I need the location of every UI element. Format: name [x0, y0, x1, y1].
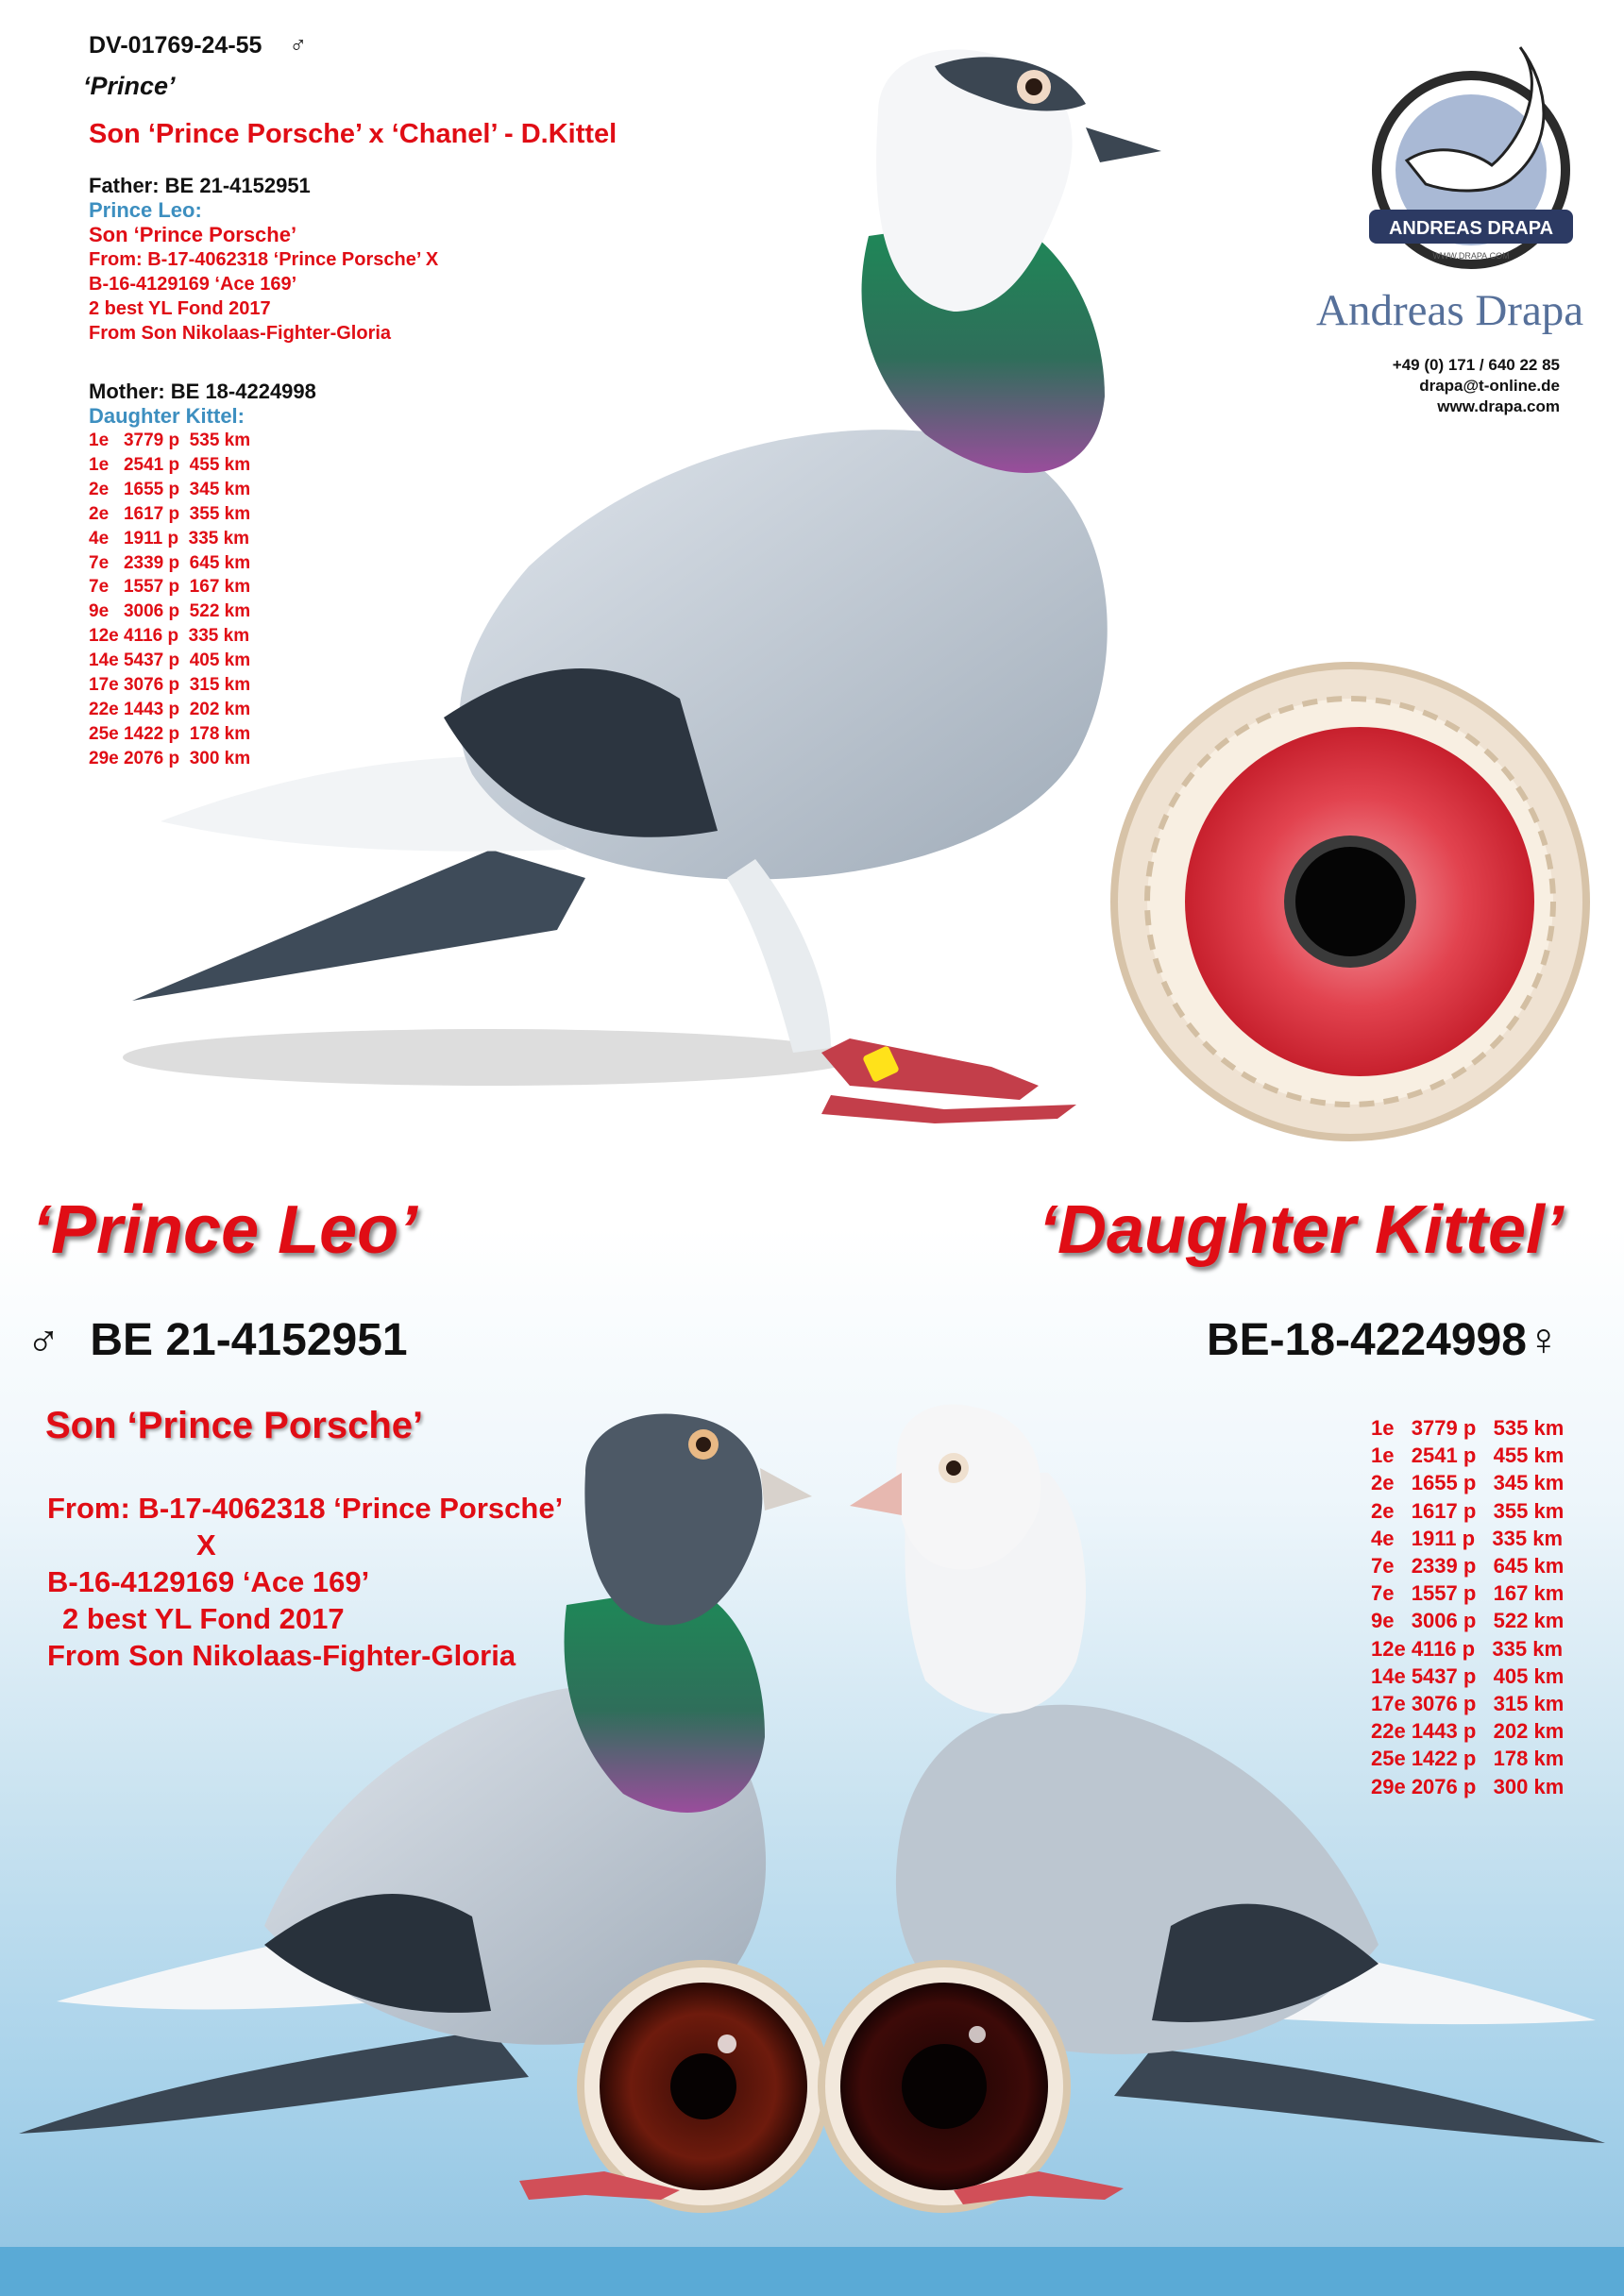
- sire-line: From: B-17-4062318 ‘Prince Porsche’: [47, 1492, 564, 1525]
- mother-results: 1e 3779 p 535 km 1e 2541 p 455 km 2e 1655 p 345 km 2e 1617 p 355 km 4e 1911 p 335 km 7e 2339 p 645 km 7e 1557 p 167 km 9e 3006 p 522 km 12e 4116 p 335 km 14e 5437 p 405 km 17e 3076 p 315 km 22e 1443 p 202 km 25e 1422 p 178 km 29e 2076 p 300 km: [89, 430, 251, 768]
- father-name: Prince Leo:: [89, 198, 202, 222]
- sire-son-of: Son ‘Prince Porsche’: [45, 1405, 424, 1446]
- sire-line: From Son Nikolaas-Fighter-Gloria: [47, 1639, 516, 1672]
- mother-name: Daughter Kittel:: [89, 404, 245, 428]
- mother-block: [89, 380, 316, 771]
- male-symbol-icon: ♂: [26, 1315, 60, 1365]
- contact-phone: +49 (0) 171 / 640 22 85: [1392, 356, 1560, 374]
- father-line: 2 best YL Fond 2017: [89, 298, 271, 319]
- male-symbol-icon: ♂: [289, 32, 308, 59]
- brand-name: Andreas Drapa: [1316, 286, 1584, 335]
- sire-line: 2 best YL Fond 2017: [62, 1602, 345, 1635]
- father-line: B-16-4129169 ‘Ace 169’: [89, 274, 297, 295]
- header-ring: [89, 32, 307, 59]
- andreas-drapa-logo: [1369, 47, 1573, 264]
- bottom-feet: [519, 2171, 1124, 2204]
- logo-text: ANDREAS DRAPA: [1388, 218, 1554, 239]
- top-eye-closeup: [1105, 656, 1596, 1147]
- header-ring-text: DV-01769-24-55: [89, 32, 262, 59]
- sire-pedigree: [47, 1490, 563, 1674]
- sire-ring: [26, 1314, 408, 1366]
- dam-ring-text: BE-18-4224998: [1207, 1315, 1527, 1365]
- dam-results: 1e 3779 p 535 km 1e 2541 p 455 km 2e 1655 p 345 km 2e 1617 p 355 km 4e 1911 p 335 km 7e 2339 p 645 km 7e 1557 p 167 km 9e 3006 p 522 km 12e 4116 p 335 km 14e 5437 p 405 km 17e 3076 p 315 km 22e 1443 p 202 km 25e 1422 p 178 km 29e 2076 p 300 km: [1371, 1416, 1565, 1798]
- father-line: From Son Nikolaas-Fighter-Gloria: [89, 323, 392, 344]
- header-name: ‘Prince’: [83, 72, 176, 100]
- father-line: From: B-17-4062318 ‘Prince Porsche’ X: [89, 249, 439, 270]
- contact-block: [1277, 355, 1560, 417]
- sire-title: ‘Prince Leo’: [32, 1192, 418, 1268]
- sire-ring-text: BE 21-4152951: [90, 1315, 408, 1365]
- father-label: Father: BE 21-4152951: [89, 174, 311, 197]
- sire-line: X: [196, 1528, 216, 1562]
- logo-url-text: WWW.DRAPA.COM: [1432, 251, 1510, 261]
- mother-label: Mother: BE 18-4224998: [89, 380, 316, 403]
- bottom-right-eye-closeup: [821, 1964, 1067, 2209]
- bottom-left-eye-closeup: [581, 1964, 826, 2209]
- header-subtitle: Son ‘Prince Porsche’ x ‘Chanel’ - D.Kittel: [89, 119, 617, 149]
- female-symbol-icon: ♀: [1526, 1315, 1561, 1365]
- father-block: [89, 174, 438, 346]
- contact-email: drapa@t-online.de: [1419, 377, 1560, 395]
- contact-web: www.drapa.com: [1437, 397, 1560, 415]
- sire-line: B-16-4129169 ‘Ace 169’: [47, 1565, 370, 1598]
- dam-ring: [1207, 1314, 1561, 1366]
- father-line: Son ‘Prince Porsche’: [89, 223, 297, 246]
- dam-title: ‘Daughter Kittel’: [1039, 1192, 1565, 1268]
